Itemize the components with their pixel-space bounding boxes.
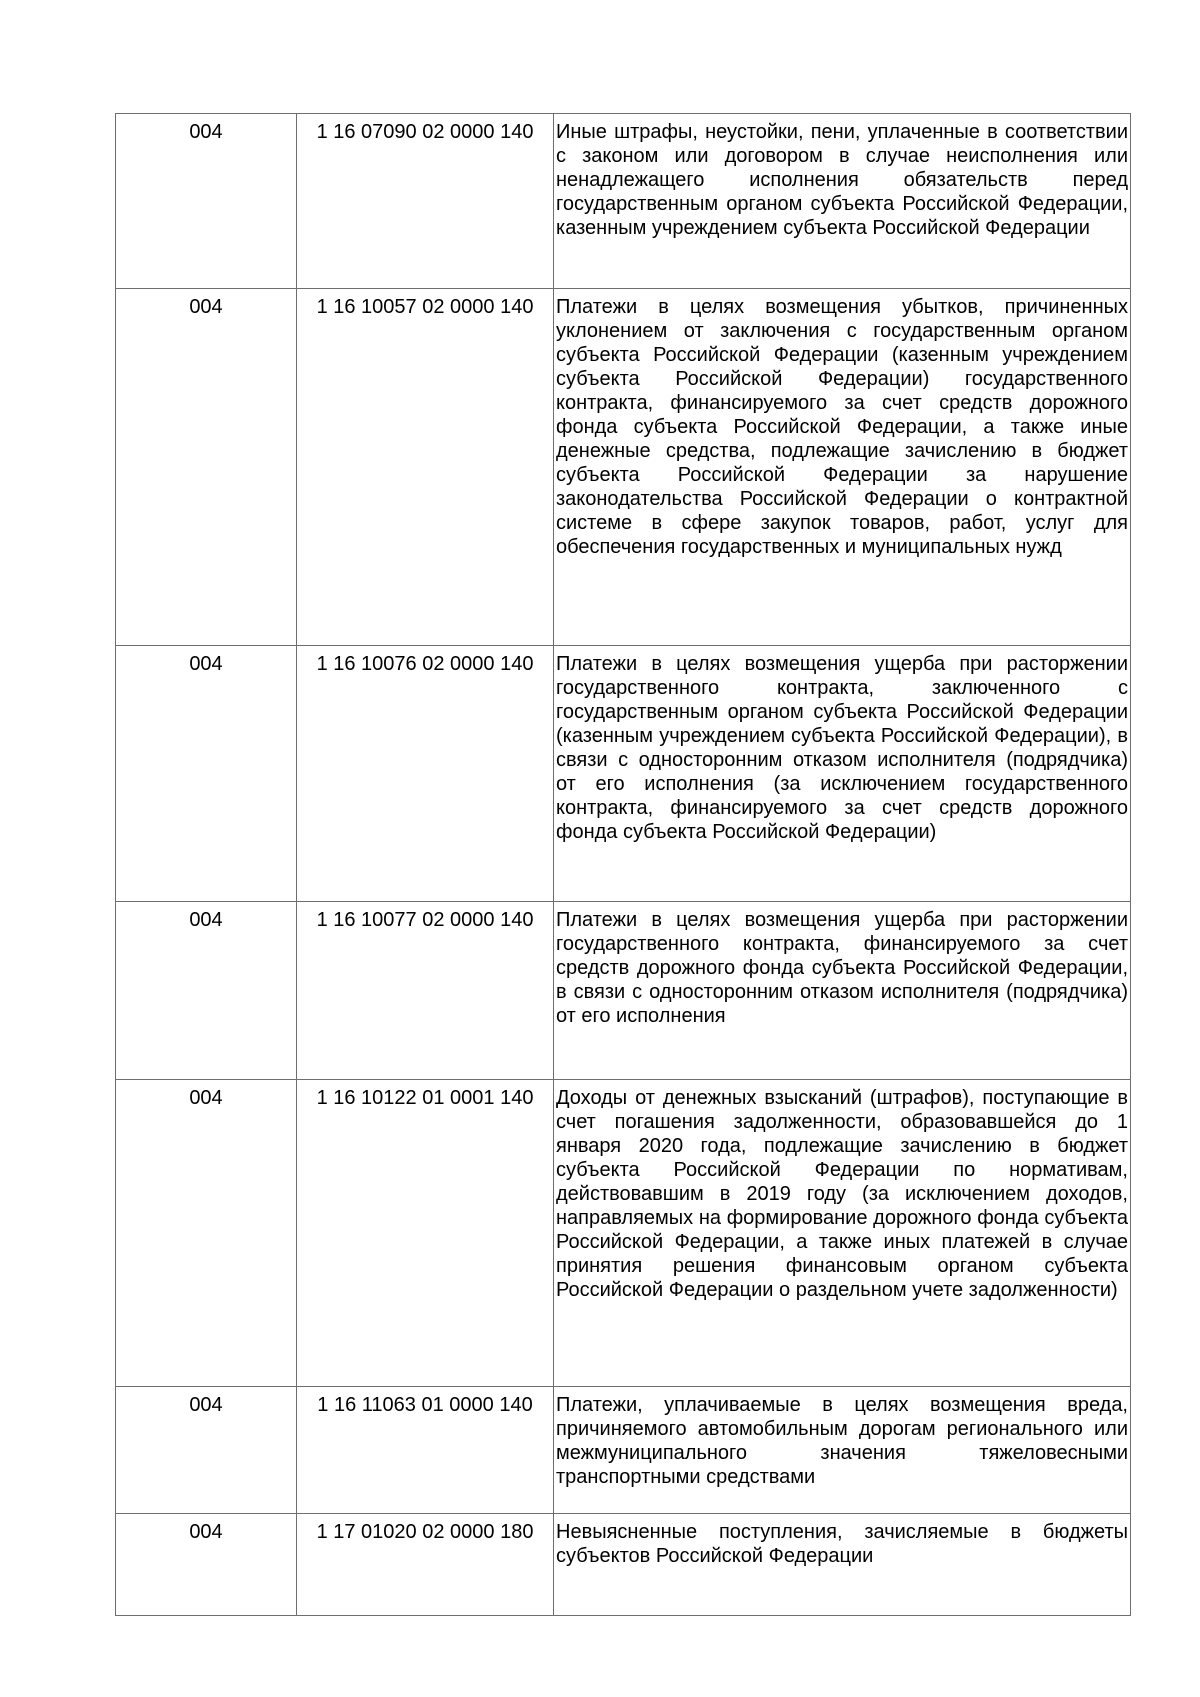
admin-code-cell: 004 — [116, 646, 297, 902]
revenue-name-cell: Платежи, уплачиваемые в целях возмещения вреда, причиняемого автомобильным дорогам регионального или межмуниципального значения тяжеловесными транспортными средствами — [554, 1387, 1131, 1514]
table-row — [116, 289, 1131, 646]
admin-code-cell: 004 — [116, 289, 297, 646]
admin-code-cell: 004 — [116, 1080, 297, 1387]
table-row — [116, 1080, 1131, 1387]
revenue-name-cell: Платежи в целях возмещения ущерба при расторжении государственного контракта, заключенного с государственным органом субъекта Российской Федерации (казенным учреждением субъекта Российской Федерации), в связи с односторонним отказом исполнителя (подрядчика) от его исполнения (за исключением государственного контракта, финансируемого за счет средств дорожного фонда субъекта Российской Федерации) — [554, 646, 1131, 902]
revenue-name-cell: Доходы от денежных взысканий (штрафов), поступающие в счет погашения задолженности, образовавшейся до 1 января 2020 года, подлежащие зачислению в бюджет субъекта Российской Федерации по нормативам, действовавшим в 2019 году (за исключением доходов, направляемых на формирование дорожного фонда субъекта Российской Федерации, а также иных платежей в случае принятия решения финансовым органом субъекта Российской Федерации о раздельном учете задолженности) — [554, 1080, 1131, 1387]
admin-code-cell: 004 — [116, 114, 297, 289]
revenue-name-cell: Платежи в целях возмещения убытков, причиненных уклонением от заключения с государственным органом субъекта Российской Федерации (казенным учреждением субъекта Российской Федерации) государственного контракта, финансируемого за счет средств дорожного фонда субъекта Российской Федерации, а также иные денежные средства, подлежащие зачислению в бюджет субъекта Российской Федерации за нарушение законодательства Российской Федерации о контрактной системе в сфере закупок товаров, работ, услуг для обеспечения государственных и муниципальных нужд — [554, 289, 1131, 646]
table-row — [116, 646, 1131, 902]
table-row — [116, 902, 1131, 1080]
revenue-code-cell: 1 16 10122 01 0001 140 — [297, 1080, 554, 1387]
revenue-code-cell: 1 16 07090 02 0000 140 — [297, 114, 554, 289]
revenue-name-cell: Иные штрафы, неустойки, пени, уплаченные в соответствии с законом или договором в случае неисполнения или ненадлежащего исполнения обязательств перед государственным органом субъекта Российской Федерации, казенным учреждением субъекта Российской Федерации — [554, 114, 1131, 289]
revenue-name-cell: Невыясненные поступления, зачисляемые в бюджеты субъектов Российской Федерации — [554, 1514, 1131, 1616]
revenue-code-cell: 1 16 10077 02 0000 140 — [297, 902, 554, 1080]
revenue-code-cell: 1 17 01020 02 0000 180 — [297, 1514, 554, 1616]
revenue-codes-table — [115, 113, 1131, 1616]
revenue-code-cell: 1 16 11063 01 0000 140 — [297, 1387, 554, 1514]
table-row — [116, 1514, 1131, 1616]
table-row — [116, 1387, 1131, 1514]
revenue-name-cell: Платежи в целях возмещения ущерба при расторжении государственного контракта, финансируемого за счет средств дорожного фонда субъекта Российской Федерации, в связи с односторонним отказом исполнителя (подрядчика) от его исполнения — [554, 902, 1131, 1080]
admin-code-cell: 004 — [116, 1514, 297, 1616]
admin-code-cell: 004 — [116, 902, 297, 1080]
admin-code-cell: 004 — [116, 1387, 297, 1514]
revenue-code-cell: 1 16 10076 02 0000 140 — [297, 646, 554, 902]
table-row — [116, 114, 1131, 289]
revenue-code-cell: 1 16 10057 02 0000 140 — [297, 289, 554, 646]
